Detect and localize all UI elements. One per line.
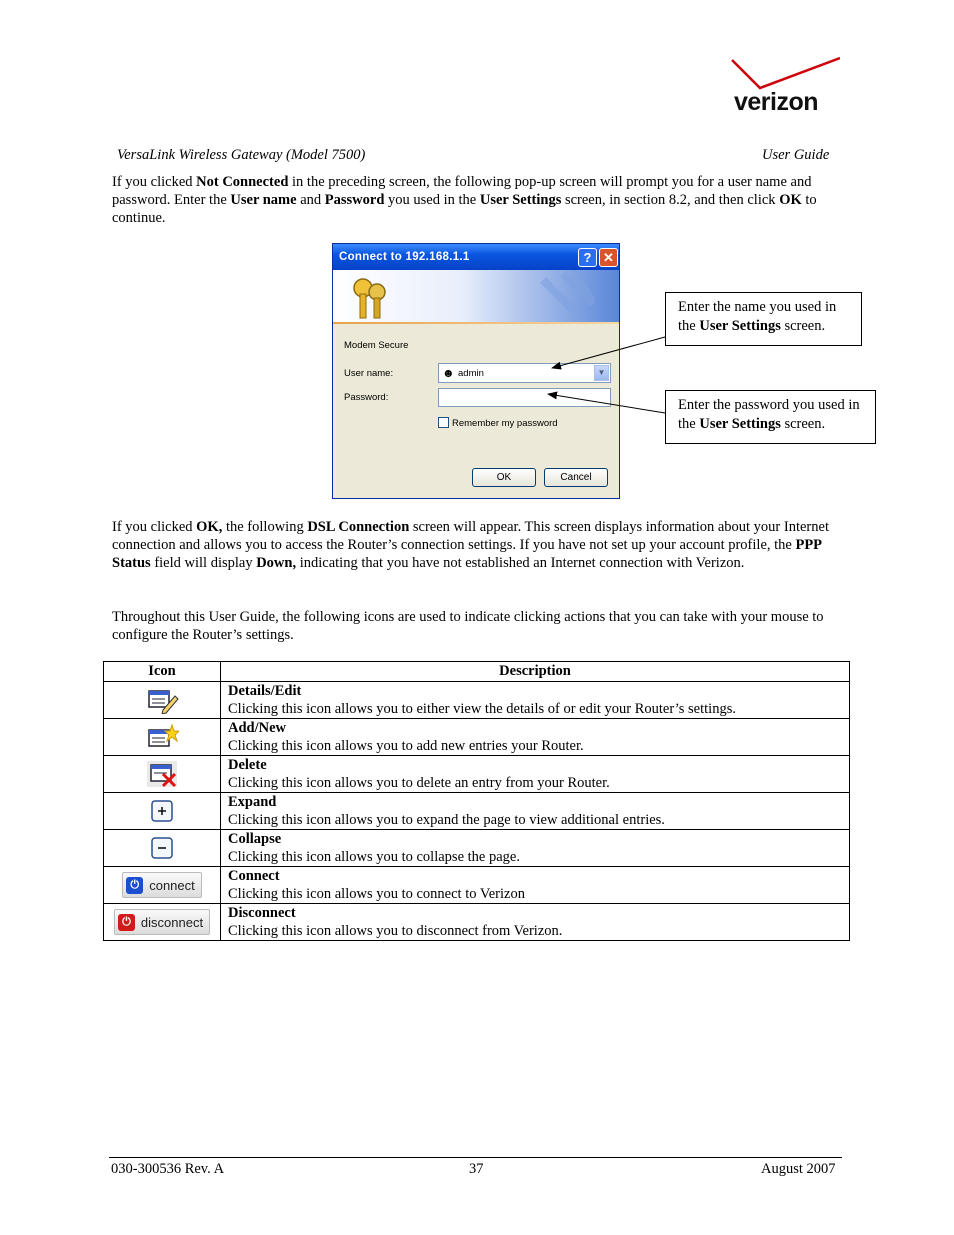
table-row bbox=[104, 793, 850, 830]
delete-icon[interactable] bbox=[145, 760, 179, 788]
row-description: Clicking this icon allows you to add new entries your Router. bbox=[228, 738, 584, 754]
page-number: 37 bbox=[469, 1161, 484, 1177]
username-arrow bbox=[552, 337, 665, 368]
power-icon: ⏻ bbox=[118, 914, 135, 931]
disconnect-button-text: disconnect bbox=[140, 914, 204, 930]
footer-doc-number: 030-300536 Rev. A bbox=[111, 1161, 225, 1177]
footer-rule bbox=[109, 1157, 842, 1158]
row-title: Connect bbox=[228, 868, 280, 884]
username-value: admin bbox=[458, 368, 484, 379]
logo-text: verizon bbox=[734, 88, 819, 116]
cancel-button[interactable]: Cancel bbox=[544, 468, 608, 487]
header-icon: Icon bbox=[104, 662, 221, 682]
doc-type: User Guide bbox=[762, 147, 830, 163]
expand-icon[interactable] bbox=[149, 798, 175, 824]
verizon-logo bbox=[728, 54, 840, 124]
row-description: Clicking this icon allows you to either view the details of or edit your Router’s settings. bbox=[228, 701, 736, 717]
username-label: User name: bbox=[344, 368, 394, 379]
icons-intro-paragraph: Throughout this User Guide, the following icons are used to indicate clicking actions that you can take with your mouse to configure the Router’s settings. bbox=[112, 609, 824, 643]
row-title: Disconnect bbox=[228, 905, 296, 921]
row-title: Add/New bbox=[228, 720, 287, 736]
footer-date: August 2007 bbox=[761, 1161, 836, 1177]
remember-label: Remember my password bbox=[452, 418, 558, 429]
collapse-icon[interactable] bbox=[149, 835, 175, 861]
row-description: Clicking this icon allows you to delete an entry from your Router. bbox=[228, 775, 610, 791]
user-icon: ☻ bbox=[442, 366, 455, 380]
disconnect-button-icon[interactable] bbox=[114, 909, 210, 935]
connect-button-text: connect bbox=[149, 877, 195, 893]
table-row bbox=[104, 867, 850, 904]
table-row bbox=[104, 756, 850, 793]
header-description: Description bbox=[221, 662, 850, 682]
doc-title: VersaLink Wireless Gateway (Model 7500) bbox=[117, 147, 366, 163]
keys-icon bbox=[343, 272, 403, 324]
dialog-title: Connect to 192.168.1.1 bbox=[333, 244, 619, 270]
icons-table bbox=[103, 661, 850, 941]
banner-divider bbox=[333, 322, 619, 324]
password-label: Password: bbox=[344, 392, 389, 403]
connect-button-icon[interactable] bbox=[122, 872, 202, 898]
banner-watermark-keys bbox=[533, 270, 603, 322]
intro-paragraph: If you clicked Not Connected in the preceding screen, the following pop-up screen will prompt you for a user name and password. Enter the User name and Password you used in the User Settings screen, in section 8.2, and then click OK to continue. bbox=[112, 174, 817, 226]
details-edit-icon[interactable] bbox=[145, 686, 179, 714]
row-description: Clicking this icon allows you to expand the page to view additional entries. bbox=[228, 812, 665, 828]
password-callout: Enter the password you used in the User Settings screen. bbox=[665, 390, 876, 444]
row-title: Delete bbox=[228, 757, 267, 773]
row-title: Details/Edit bbox=[228, 683, 302, 699]
dropdown-chevron-icon[interactable]: ▼ bbox=[594, 365, 609, 381]
table-header-row bbox=[104, 662, 850, 682]
dsl-connection-paragraph: If you clicked OK, the following DSL Connection screen will appear. This screen displays information about your Internet connection and allows you to access the Router’s connection settings. If you have not set up your account profile, the PPP Status field will display Down, indicating that you have not established an Internet connection with Verizon. bbox=[112, 519, 829, 571]
table-row bbox=[104, 719, 850, 756]
table-row bbox=[104, 904, 850, 941]
power-icon: ⏻ bbox=[126, 877, 143, 894]
remember-checkbox[interactable] bbox=[438, 417, 449, 428]
row-title: Collapse bbox=[228, 831, 282, 847]
close-button[interactable]: ✕ bbox=[599, 248, 618, 267]
dialog-banner bbox=[333, 270, 619, 322]
realm-label: Modem Secure bbox=[344, 340, 409, 351]
password-arrow bbox=[548, 394, 665, 413]
row-description: Clicking this icon allows you to collapse the page. bbox=[228, 849, 520, 865]
help-button[interactable]: ? bbox=[578, 248, 597, 267]
table-row bbox=[104, 682, 850, 719]
row-description: Clicking this icon allows you to disconnect from Verizon. bbox=[228, 923, 563, 939]
row-title: Expand bbox=[228, 794, 277, 810]
ok-button[interactable]: OK bbox=[472, 468, 536, 487]
callout-arrows bbox=[540, 330, 670, 420]
table-row bbox=[104, 830, 850, 867]
row-description: Clicking this icon allows you to connect to Verizon bbox=[228, 886, 525, 902]
add-new-icon[interactable] bbox=[145, 723, 179, 751]
username-callout: Enter the name you used in the User Settings screen. bbox=[665, 292, 862, 346]
